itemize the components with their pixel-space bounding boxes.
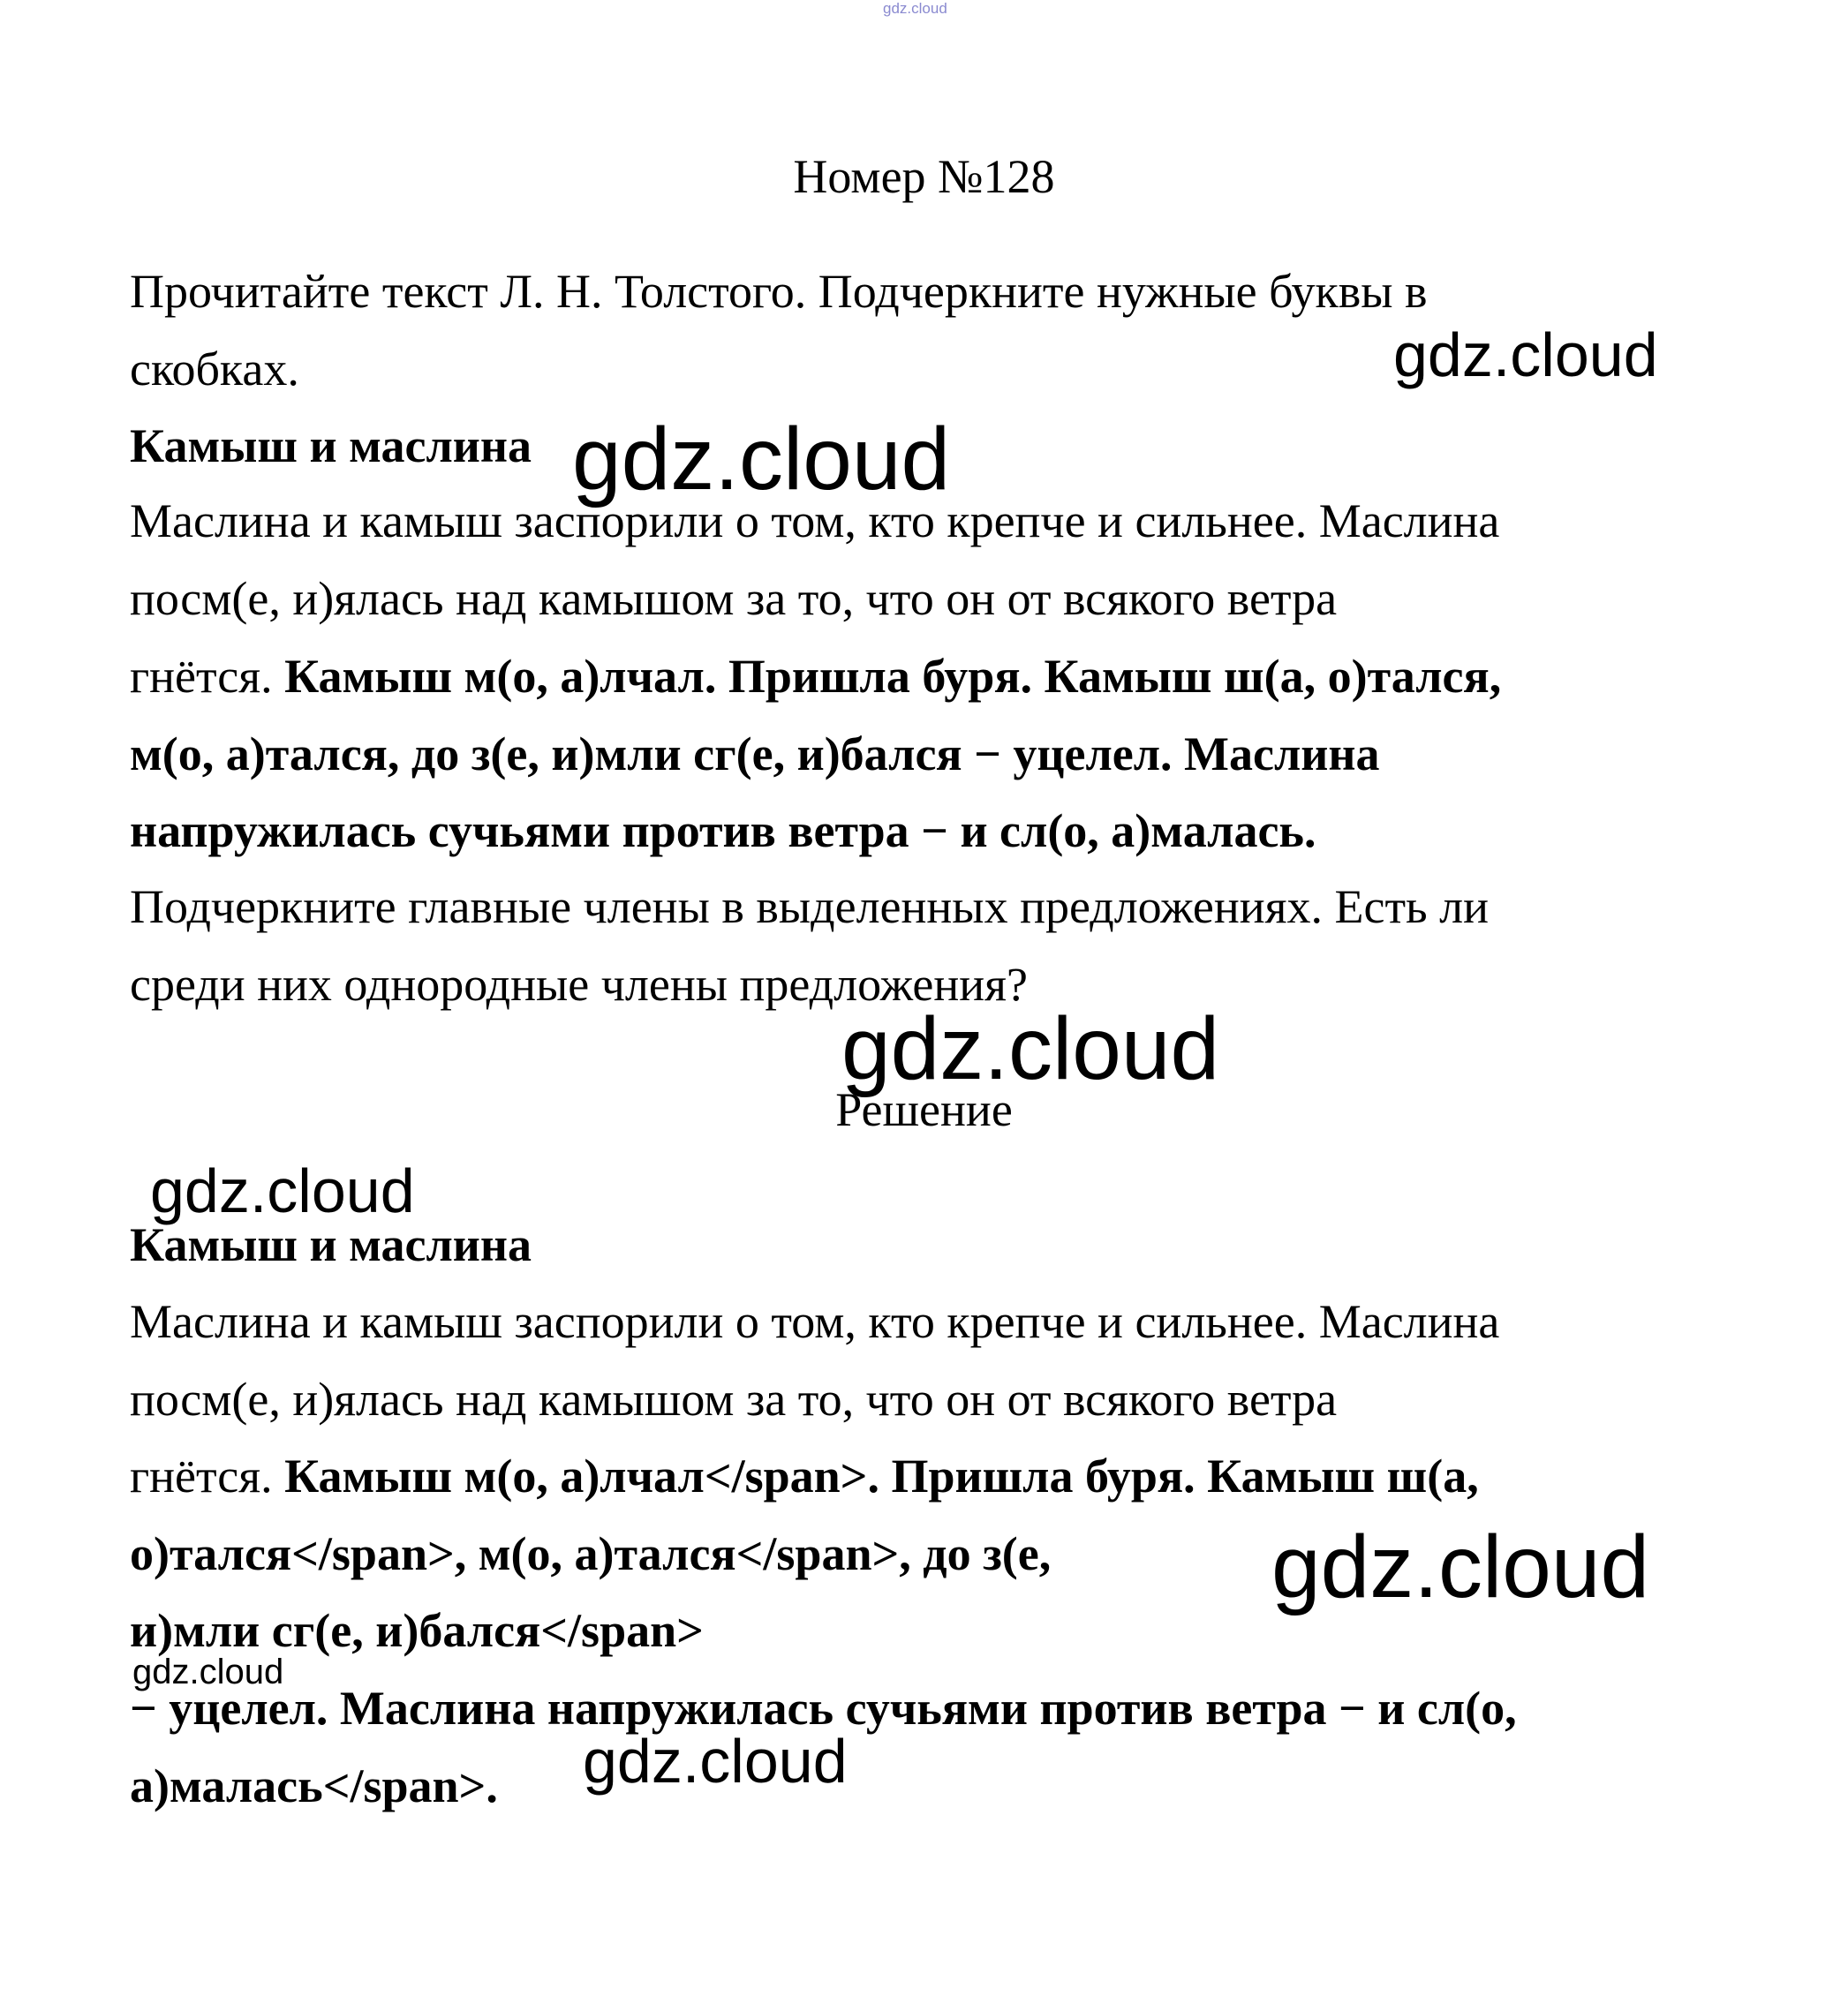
watermark: gdz.cloud (150, 1156, 415, 1225)
solution-text-line-1: Маслина и камыш заспорили о том, кто крепче и сильнее. Маслина (130, 1295, 1500, 1348)
watermark: gdz.cloud (841, 999, 1220, 1098)
solution-text-line-6: − уцелел. Маслина напружилась сучьями против ветра − и сл(о, (130, 1682, 1517, 1735)
instruction-line-2: скобках. (130, 343, 299, 395)
task-text-line-3 (130, 645, 1501, 707)
solution-text-line-5: и)мли сг(е, и)бался</span> (130, 1604, 704, 1657)
solution-heading: Камыш и маслина (130, 1218, 532, 1271)
page-title: Номер №128 (793, 150, 1055, 203)
solution-text-line-3-plain: гнётся. (130, 1450, 285, 1503)
task-text-line-5: напружилась сучьями против ветра − и сл(о, а)малась. (130, 804, 1316, 857)
question-line-1: Подчеркните главные члены в выделенных предложениях. Есть ли (130, 880, 1490, 933)
task-text-line-2: посм(е, и)ялась над камышом за то, что он от всякого ветра (130, 572, 1338, 625)
watermark: gdz.cloud (1271, 1518, 1650, 1616)
solution-text-line-4: о)тался</span>, м(о, а)тался</span>, до з(е, (130, 1527, 1052, 1580)
task-text-line-4: м(о, а)тался, до з(е, и)мли сг(е, и)бался − уцелел. Маслина (130, 727, 1380, 780)
watermark: gdz.cloud (572, 410, 951, 508)
task-text-line-3-bold: Камыш м(о, а)лчал. Пришла буря. Камыш ш(а, о)тался, (284, 650, 1502, 703)
solution-title: Решение (835, 1083, 1013, 1136)
watermark: gdz.cloud (583, 1727, 848, 1796)
watermark: gdz.cloud (1393, 320, 1658, 389)
solution-text-line-3 (130, 1445, 1479, 1507)
task-text-line-1: Маслина и камыш заспорили о том, кто крепче и сильнее. Маслина (130, 494, 1500, 547)
question-line-2: среди них однородные члены предложения? (130, 958, 1028, 1011)
solution-text-line-2: посм(е, и)ялась над камышом за то, что он от всякого ветра (130, 1373, 1338, 1426)
instruction-line-1: Прочитайте текст Л. Н. Толстого. Подчеркните нужные буквы в (130, 265, 1428, 318)
task-text-line-3-plain: гнётся. (130, 650, 285, 703)
task-heading: Камыш и маслина (130, 419, 532, 472)
top-watermark: gdz.cloud (883, 0, 947, 17)
watermark: gdz.cloud (132, 1653, 284, 1691)
solution-text-line-7: а)малась</span>. (130, 1759, 498, 1812)
solution-text-line-3-bold: Камыш м(о, а)лчал</span>. Пришла буря. Камыш ш(а, (284, 1450, 1479, 1503)
